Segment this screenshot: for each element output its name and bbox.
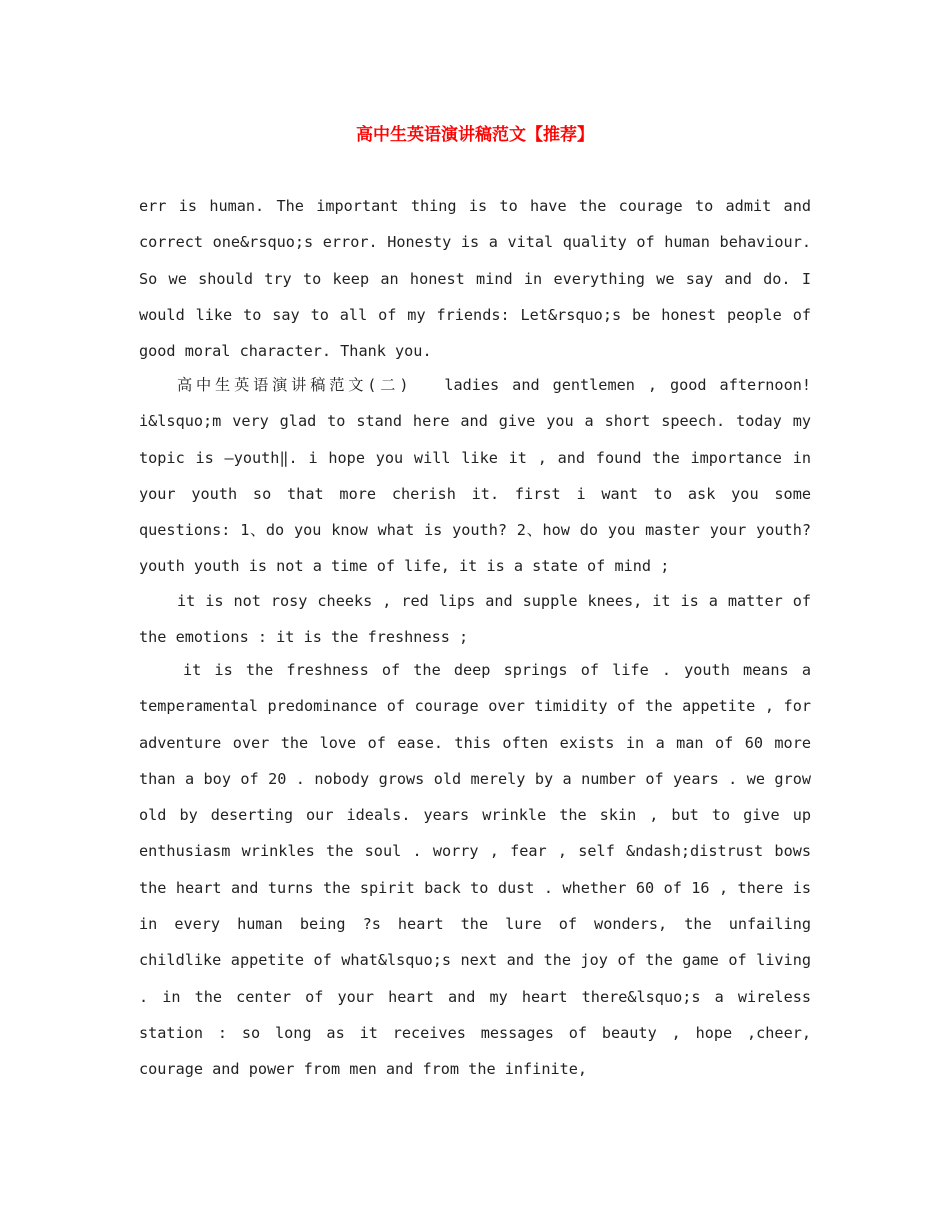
document-title: 高中生英语演讲稿范文【推荐】	[356, 125, 594, 145]
paragraph-freshness	[139, 652, 811, 1088]
paragraph-text: 高中生英语演讲稿范文(二) ladies and gentlemen , good afternoon! i&lsquo;m very glad to stand here and give you a short speech. today my topic is ―youth‖. i hope you will like it , and found the importance in your youth so that more cherish it. first i want to ask you some questions: 1、do you know what is youth? 2、how do you master your youth? youth youth is not a time of life, it is a state of mind ;	[139, 376, 811, 576]
paragraph-text: it is the freshness of the deep springs of life . youth means a temperamental predominance of courage over timidity of the appetite , for adventure over the love of ease. this often exists in a man of 60 more than a boy of 20 . nobody grows old merely by a number of years . we grow old by deserting our ideals. years wrinkle the skin , but to give up enthusiasm wrinkles the soul . worry , fear , self &ndash;distrust bows the heart and turns the spirit back to dust . whether 60 of 16 , there is in every human being ?s heart the lure of wonders, the unfailing childlike appetite of what&lsquo;s next and the joy of the game of living . in the center of your heart and my heart there&lsquo;s a wireless station : so long as it receives messages of beauty , hope ,cheer, courage and power from men and from the infinite,	[139, 661, 811, 1079]
paragraph-text: err is human. The important thing is to have the courage to admit and correct one&rsquo;s error. Honesty is a vital quality of human behaviour. So we should try to keep an honest mind in everything we say and do. I would like to say to all of my friends: Let&rsquo;s be honest people of good moral character. Thank you.	[139, 197, 811, 361]
paragraph-honesty-ending	[139, 188, 811, 369]
paragraph-youth-intro	[139, 367, 811, 585]
paragraph-text: it is not rosy cheeks , red lips and supple knees, it is a matter of the emotions : it is the freshness ;	[139, 592, 811, 647]
paragraph-rosy-cheeks	[139, 583, 811, 656]
